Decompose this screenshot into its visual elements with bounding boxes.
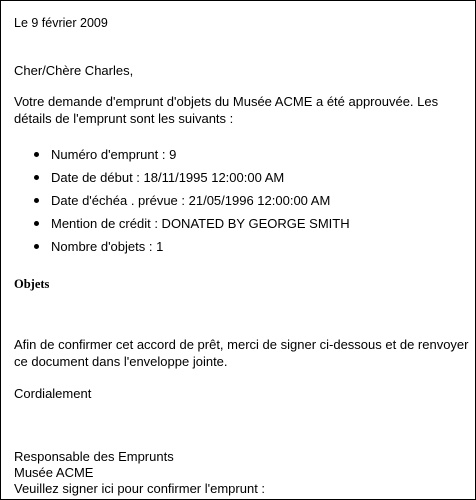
confirmation-text: Afin de confirmer cet accord de prêt, merci de signer ci-dessous et de renvoyer ce document dans l'enveloppe jointe. — [14, 337, 469, 369]
closing-text: Cordialement — [14, 386, 92, 401]
letter-date: Le 9 février 2009 — [14, 16, 108, 30]
credit-line-item: Mention de crédit : DONATED BY GEORGE SMITH — [1, 212, 350, 235]
letter-greeting: Cher/Chère Charles, — [14, 63, 134, 78]
letter-intro: Votre demande d'emprunt d'objets du Musée ACME a été approuvée. Les détails de l'emprunt sont les suivants : — [14, 94, 439, 126]
signature-organization: Musée ACME — [14, 465, 94, 480]
signature-title: Responsable des Emprunts — [14, 449, 174, 464]
start-date-item: Date de début : 18/11/1995 12:00:00 AM — [1, 166, 350, 189]
object-count-item: Nombre d'objets : 1 — [1, 235, 350, 258]
objects-heading: Objets — [14, 277, 50, 291]
loan-number-item: Numéro d'emprunt : 9 — [1, 143, 350, 166]
signature-prompt: Veuillez signer ici pour confirmer l'emprunt : — [14, 481, 266, 496]
loan-details-list — [1, 143, 350, 258]
due-date-item: Date d'échéa . prévue : 21/05/1996 12:00:00 AM — [1, 189, 350, 212]
